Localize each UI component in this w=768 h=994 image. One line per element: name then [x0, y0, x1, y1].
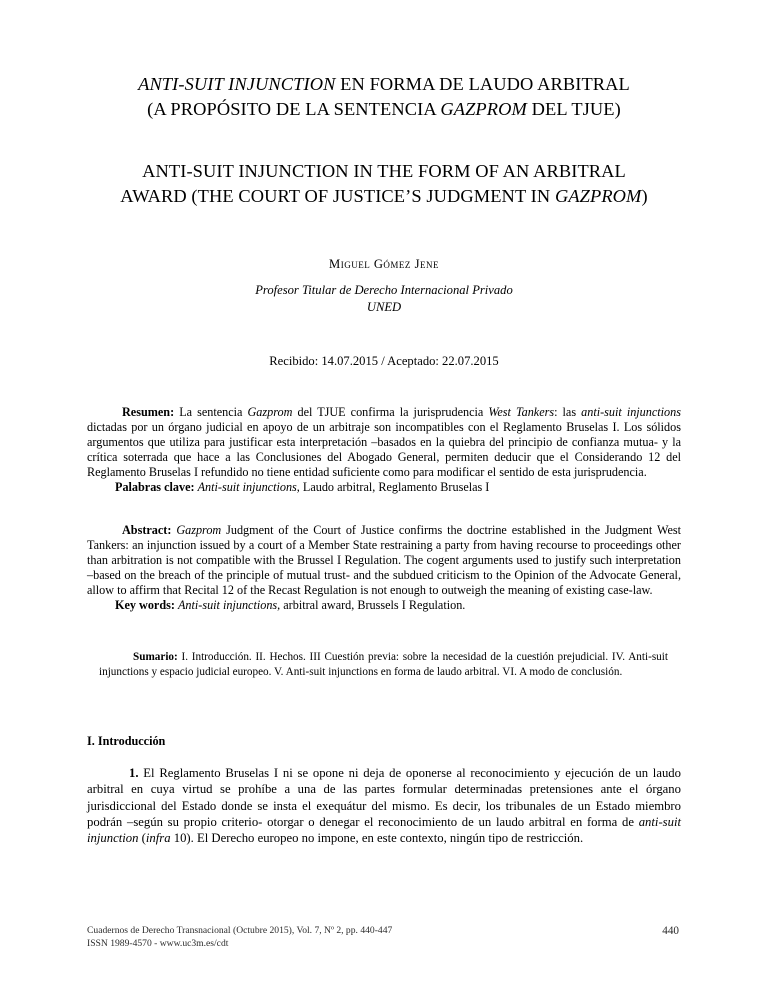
palabras-clave-paragraph [87, 480, 681, 495]
section-italic-anti-suit-injunction: anti-suit injunction [87, 814, 681, 846]
page-number: 440 [662, 925, 679, 937]
title-spanish-line2-italic: GAZPROM [440, 99, 527, 119]
sumario-text: I. Introducción. II. Hechos. III Cuestión previa: sobre la necesidad de la cuestión prejudicial. IV. Anti-suit injunctions y espacio judicial europeo. V. Anti-suit injunctions en forma de laudo arbitral. VI. A modo de conclusión. [99, 651, 668, 678]
section-paragraph-1 [87, 765, 681, 846]
submission-dates: Recibido: 14.07.2015 / Aceptado: 22.07.2015 [269, 354, 499, 368]
resumen-paragraph [87, 405, 681, 480]
author-affiliation [87, 282, 681, 316]
paragraph-number: 1. [129, 765, 139, 780]
author-name: Miguel Gómez Jene [329, 257, 439, 271]
palabras-clave-rest: , Laudo arbitral, Reglamento Bruselas I [296, 480, 490, 495]
section-p2-text: ( [138, 831, 146, 846]
key-words-label: Key words: [115, 598, 175, 613]
palabras-clave-italic: Anti-suit injunctions [197, 480, 297, 495]
abstract-label: Abstract: [122, 522, 172, 537]
resumen-label: Resumen: [122, 405, 175, 419]
title-english-line2-pre: AWARD (THE COURT OF JUSTICE’S JUDGMENT IN [120, 186, 555, 206]
title-english-line2-post: ) [641, 186, 648, 206]
section-italic-infra: infra [145, 831, 171, 846]
sumario-label: Sumario: [133, 651, 178, 664]
title-spanish-line2-post: DEL TJUE) [526, 99, 621, 119]
abstract-block [87, 523, 681, 614]
footer-citation-line: Cuadernos de Derecho Transnacional (Octubre 2015), Vol. 7, Nº 2, pp. 440-447 [87, 925, 393, 936]
footer-journal-info [87, 925, 392, 950]
section-heading-introduccion: I. Introducción [87, 733, 166, 748]
section-p3-text: 10). El Derecho europeo no impone, en este contexto, ningún tipo de restricción. [170, 831, 584, 846]
page-footer [87, 925, 681, 950]
author-block [87, 255, 681, 316]
key-words-rest: arbitral award, Brussels I Regulation. [280, 598, 466, 613]
section-p1-text: El Reglamento Bruselas I ni se opone ni deja de oponerse al reconocimiento y ejecución de un laudo arbitral en cuya virtud se prohíbe a una de las partes formular determinadas pretensiones ante el órgano jurisdiccional del Estado donde se insta el exequátur del mismo. Es decir, los tribunales de un Estado miembro podrán –según su propio criterio- otorgar o denegar el reconocimiento de un laudo arbitral en forma de [87, 765, 681, 829]
abstract-t1: Judgment of the Court of Justice confirms the doctrine established in the Judgment West Tankers: an injunction issued by a court of a Member State restraining a party from having recourse to proceedings other than arbitration is not compatible with the Brussel I Regulation. The cogent arguments used to justify such interpretation –based on the breach of the principle of mutual trust- and the subdued criticism to the Opinion of the Advocate General, allow to affirm that Recital 12 of the Recast Regulation is not enough to outweigh the meaning of existing case-law. [87, 522, 682, 597]
author-institution: UNED [366, 300, 402, 314]
resumen-i1: Gazprom [247, 405, 293, 419]
abstract-paragraph [87, 523, 681, 598]
title-english-line-1: ANTI-SUIT INJUNCTION IN THE FORM OF AN ARBITRAL [142, 161, 626, 181]
title-english-line-2 [87, 184, 681, 209]
title-spanish-rest: EN FORMA DE LAUDO ARBITRAL [335, 74, 630, 94]
title-english-block [87, 159, 681, 209]
footer-row [87, 925, 681, 950]
title-block [87, 72, 681, 209]
abstract-i1: Gazprom [176, 522, 222, 537]
resumen-i3: anti-suit injunctions [581, 405, 681, 419]
key-words-paragraph [87, 598, 681, 613]
resumen-t3: : las [554, 405, 582, 419]
title-spanish-line-2 [87, 97, 681, 122]
resumen-t4: dictadas por un órgano judicial en apoyo de un arbitraje son incompatibles con el Reglamento Bruselas I. Los sólidos argumentos que utiliza para justificar esta interpretación –basados en la quiebra del principio de confianza mutua- y la crítica soterrada que hace a las Conclusiones del Abogado General, permiten deducir que el Considerando 12 del Reglamento Bruselas I refundido no tiene entidad suficiente como para modificar el sentido de esta jurisprudencia. [87, 420, 681, 480]
palabras-clave-label: Palabras clave: [115, 480, 195, 495]
resumen-t2: del TJUE confirma la jurisprudencia [292, 405, 489, 419]
resumen-t1: La sentencia [174, 405, 248, 419]
title-english-line2-italic: GAZPROM [554, 186, 642, 206]
title-spanish-italic-term: ANTI-SUIT INJUNCTION [138, 74, 336, 94]
title-spanish-line-1 [87, 72, 681, 97]
footer-issn-line: ISSN 1989-4570 - www.uc3m.es/cdt [87, 937, 229, 949]
title-spanish-line2-pre: (A PROPÓSITO DE LA SENTENCIA [147, 99, 441, 119]
resumen-block [87, 405, 681, 496]
key-words-italic: Anti-suit injunctions, [177, 598, 281, 613]
sumario-block [99, 650, 668, 679]
author-affiliation-text: Profesor Titular de Derecho Internacional Privado [255, 283, 513, 297]
resumen-i2: West Tankers [488, 405, 555, 419]
page-content [87, 0, 681, 859]
